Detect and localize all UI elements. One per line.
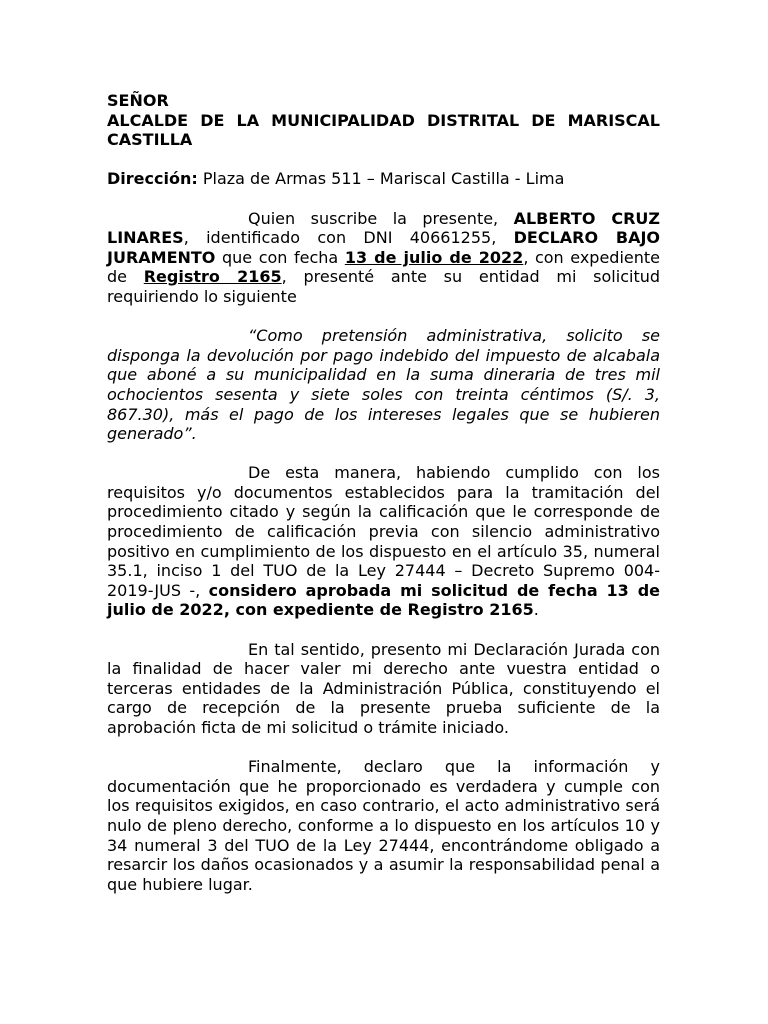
address-line	[107, 169, 660, 189]
paragraph-approval	[107, 463, 660, 620]
request-date: 13 de julio de 2022	[344, 247, 524, 267]
para2-text-2: .	[533, 600, 539, 620]
document-page	[107, 91, 660, 894]
address-value: Plaza de Armas 511 – Mariscal Castilla - Lima	[202, 169, 565, 189]
para1-text-5: , presenté ante su entidad mi solicitud requiriendo lo siguiente	[107, 267, 661, 306]
registro-number: Registro 2165	[143, 267, 282, 287]
paragraph-declaration	[107, 209, 660, 307]
paragraph-final: Finalmente, declaro que la información y documentación que he proporcionado es verdadera y cumple con los requisitos exigidos, en caso contrario, el acto administrativo será nulo de pleno derecho, conforme a lo dispuesto en los artículos 10 y 34 numeral 3 del TUO de la Ley 27444, encontrándome obligado a resarcir los daños ocasionados y a asumir la responsabilidad penal a que hubiere lugar.	[107, 757, 660, 894]
para1-text-4: , con expediente de	[107, 247, 661, 287]
paragraph-declaracion-jurada: En tal sentido, presento mi Declaración Jurada con la finalidad de hacer valer mi derecho ante vuestra entidad o terceras entidades de la Administración Pública, constituyendo el cargo de recepción de la presente prueba suficiente de la aprobación ficta de mi solicitud o trámite iniciado.	[107, 639, 660, 737]
approval-statement: considero aprobada mi solicitud de fecha 13 de julio de 2022, con expediente de Registro 2165	[107, 580, 661, 620]
addressee-title: ALCALDE DE LA MUNICIPALIDAD DISTRITAL DE MARISCAL CASTILLA	[107, 110, 660, 150]
addressee-block	[107, 91, 660, 150]
para1-text-2: , identificado con DNI 40661255,	[183, 228, 514, 248]
paragraph-quote: “Como pretensión administrativa, solicito se disponga la devolución por pago indebido del impuesto de alcabala que aboné a su municipalidad en la suma dineraria de tres mil ochocientos sesenta y siete soles con treinta céntimos (S/. 3, 867.30), más el pago de los intereses legales que se hubieren generado”.	[107, 326, 660, 444]
addressee-salutation: SEÑOR	[107, 91, 169, 110]
declaro-bajo-juramento: DECLARO BAJO JURAMENTO	[107, 228, 661, 267]
para1-text-1: Quien suscribe la presente,	[248, 208, 514, 228]
address-label: Dirección:	[107, 169, 198, 189]
para2-text-1: De esta manera, habiendo cumplido con los requisitos y/o documentos establecidos para la tramitación del procedimiento citado y según la calificación que le corresponde de procedimiento de calificación previa con silencio administrativo positivo en cumplimiento de los dispuesto en el artículo 35, numeral 35.1, inciso 1 del TUO de la Ley 27444 – Decreto Supremo 004-2019-JUS -,	[107, 463, 660, 600]
declarant-name: ALBERTO CRUZ LINARES	[107, 208, 661, 248]
para1-text-3: que con fecha	[215, 247, 345, 267]
